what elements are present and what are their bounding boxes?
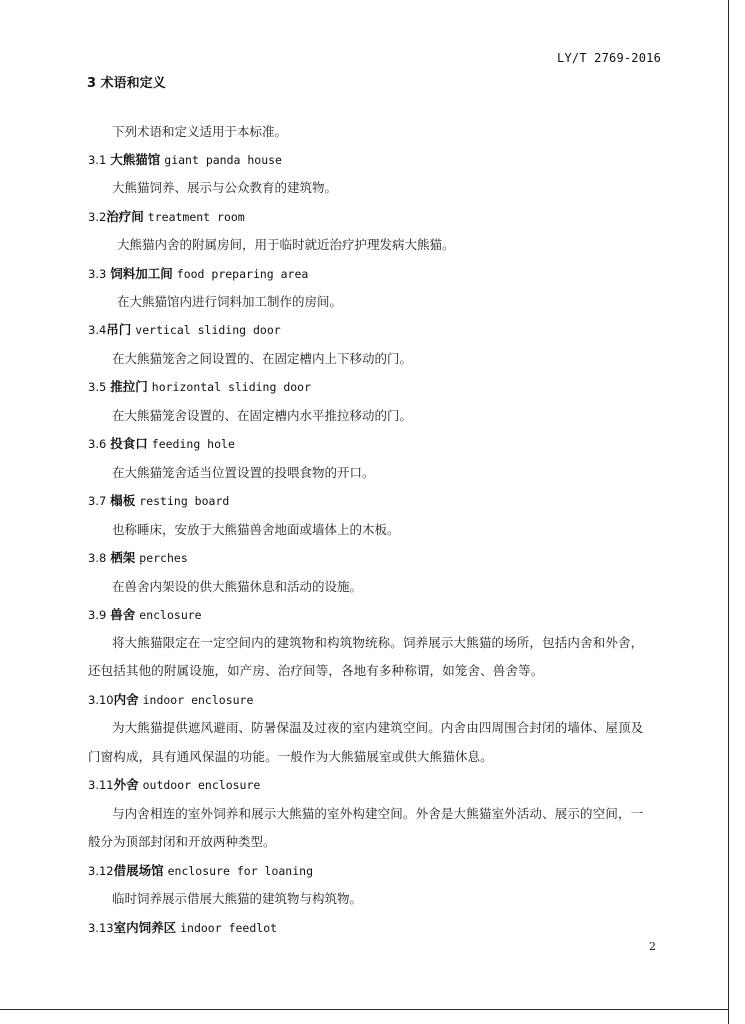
term-english: indoor enclosure (142, 693, 254, 707)
term-english: horizontal sliding door (151, 380, 312, 394)
term-chinese: 榻板 (110, 493, 136, 508)
term-definition: 将大熊猫限定在一定空间内的建筑物和构筑物统称。饲养展示大熊猫的场所，包括内舍和外舍， (112, 635, 644, 650)
term-chinese: 兽舍 (110, 607, 136, 622)
term-chinese: 治疗间 (106, 209, 144, 224)
term-number: 3.4 (88, 323, 107, 337)
term-number: 3.8 (88, 551, 107, 565)
term-definition: 在兽舍内架设的供大熊猫休息和活动的设施。 (112, 579, 363, 594)
term-english: perches (139, 551, 188, 565)
term-heading (88, 607, 202, 623)
term-definition: 在大熊猫笼舍适当位置设置的投喂食物的开口。 (112, 465, 375, 480)
term-english: enclosure (139, 608, 202, 622)
term-definition-continued: 门窗构成，具有通风保温的功能。一般作为大熊猫展室或供大熊猫休息。 (88, 749, 493, 764)
term-number: 3.2 (88, 210, 107, 224)
term-number: 3.6 (88, 437, 107, 451)
term-heading (88, 692, 253, 708)
term-number: 3.13 (88, 921, 114, 935)
section-intro: 下列术语和定义适用于本标准。 (112, 124, 288, 139)
term-english: food preparing area (176, 267, 309, 281)
term-definition: 在大熊猫馆内进行饲料加工制作的房间。 (117, 294, 343, 309)
term-english: outdoor enclosure (142, 778, 261, 792)
term-number: 3.1 (88, 153, 107, 167)
term-heading (88, 152, 282, 168)
term-definition: 也称睡床，安放于大熊猫兽舍地面或墙体上的木板。 (112, 522, 400, 537)
term-chinese: 吊门 (106, 322, 132, 337)
term-heading (88, 493, 229, 509)
term-chinese: 饲料加工间 (110, 266, 173, 281)
term-english: vertical sliding door (135, 323, 281, 337)
term-english: resting board (139, 494, 230, 508)
term-definition: 大熊猫饲养、展示与公众教育的建筑物。 (112, 180, 338, 195)
term-english: giant panda house (164, 153, 282, 167)
term-chinese: 借展场馆 (113, 863, 164, 878)
section-heading: 3 术语和定义 (87, 76, 166, 91)
term-definition: 大熊猫内舍的附属房间，用于临时就近治疗护理发病大熊猫。 (117, 237, 455, 252)
term-heading (88, 550, 188, 566)
term-definition-continued: 还包括其他的附属设施，如产房、治疗间等，各地有多种称谓，如笼舍、兽舍等。 (88, 663, 544, 678)
term-number: 3.10 (88, 693, 114, 707)
term-chinese: 大熊猫馆 (110, 152, 161, 167)
term-number: 3.12 (88, 864, 114, 878)
term-number: 3.11 (88, 778, 114, 792)
term-heading (88, 266, 308, 282)
term-english: feeding hole (151, 437, 235, 451)
term-heading (88, 379, 311, 395)
page-number: 2 (649, 940, 656, 953)
term-number: 3.7 (88, 494, 107, 508)
term-chinese: 室内饲养区 (113, 920, 177, 935)
standard-code: LY/T 2769-2016 (557, 51, 661, 65)
term-heading (88, 209, 245, 225)
term-number: 3.9 (88, 608, 107, 622)
term-definition: 在大熊猫笼舍之间设置的、在固定槽内上下移动的门。 (112, 351, 413, 366)
term-chinese: 推拉门 (110, 379, 148, 394)
term-definition-continued: 般分为顶部封闭和开放两种类型。 (88, 834, 276, 849)
term-english: enclosure for loaning (167, 864, 314, 878)
term-english: treatment room (147, 210, 245, 224)
term-chinese: 栖架 (110, 550, 136, 565)
term-heading (88, 777, 260, 793)
term-heading (88, 322, 281, 338)
term-heading (88, 436, 235, 452)
term-chinese: 投食口 (110, 436, 148, 451)
term-number: 3.5 (88, 380, 107, 394)
page-edge-right (728, 0, 729, 1024)
term-definition: 临时饲养展示借展大熊猫的建筑物与构筑物。 (112, 891, 363, 906)
page-edge-bottom (0, 1009, 729, 1010)
term-number: 3.3 (88, 267, 107, 281)
term-definition: 与内舍相连的室外饲养和展示大熊猫的室外构建空间。外舍是大熊猫室外活动、展示的空间，一 (112, 806, 644, 821)
term-heading (88, 863, 313, 879)
term-english: indoor feedlot (180, 921, 278, 935)
term-definition: 为大熊猫提供遮风避雨、防暑保温及过夜的室内建筑空间。内舍由四周围合封闭的墙体、屋顶及 (112, 720, 644, 735)
term-definition: 在大熊猫笼舍设置的、在固定槽内水平推拉移动的门。 (112, 408, 413, 423)
term-chinese: 内舍 (113, 692, 139, 707)
term-heading (88, 920, 277, 936)
term-chinese: 外舍 (113, 777, 139, 792)
